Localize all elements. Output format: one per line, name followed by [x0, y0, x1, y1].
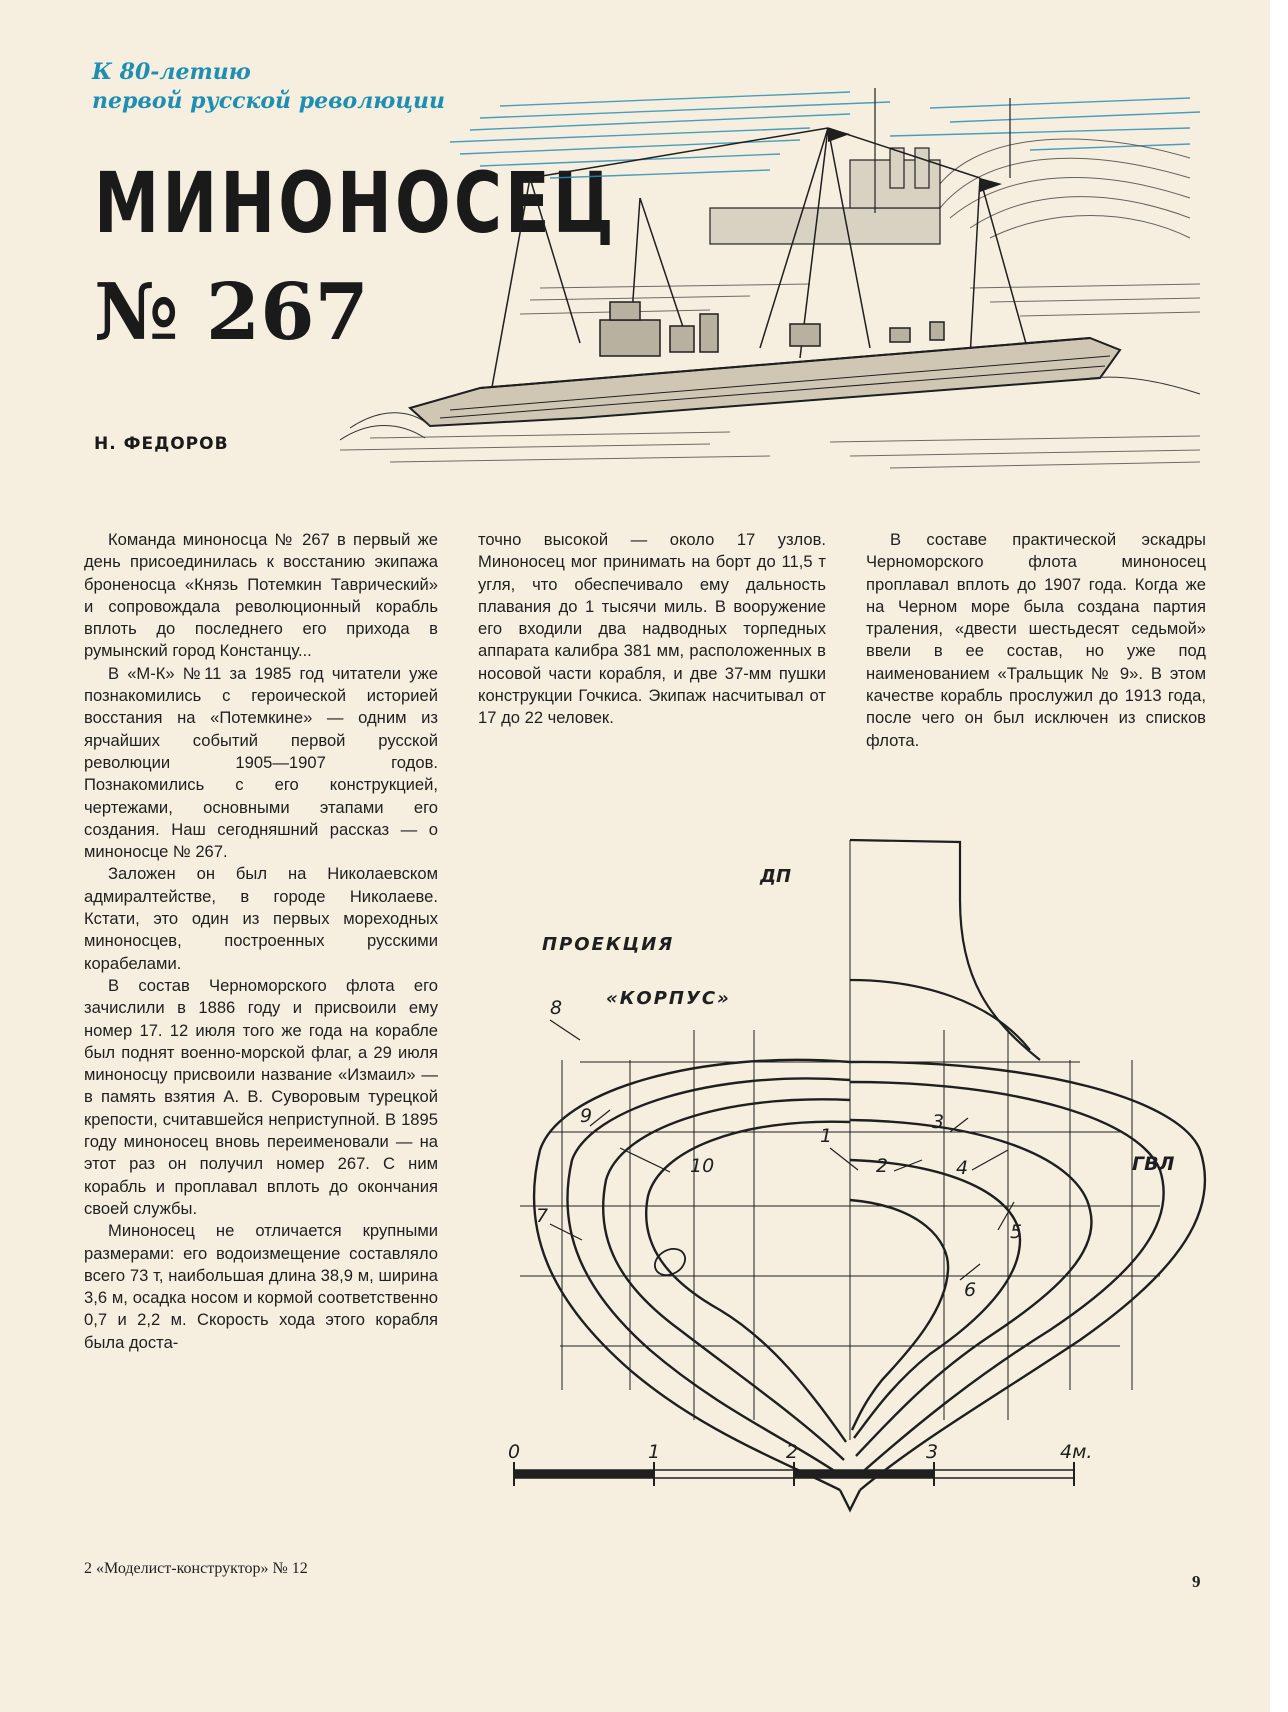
scale-label: 4м.	[1060, 1441, 1093, 1463]
paragraph: Заложен он был на Николаевском адмиралтействе, в городе Николаеве. Кстати, это один из первых мореходных миноносцев, построенных русскими корабелами.	[84, 864, 438, 973]
diagram-title-line-2: «КОРПУС»	[606, 988, 731, 1009]
stem-profile	[850, 840, 1040, 1060]
sky-hatching	[450, 92, 1200, 178]
article-title-number: № 267	[94, 267, 369, 358]
body-plan-drawing	[508, 830, 1240, 1550]
scale-bar	[514, 1462, 1074, 1486]
kicker-line-2: первой русской революции	[92, 88, 445, 114]
scale-labels	[508, 1441, 1092, 1463]
paragraph: В «М-К» №11 за 1985 год читатели уже познакомились с героической историей восстания на «Потемкине» — одним из ярчайших событий первой русской революции 1905—1907 годов. Познакомились с его конструкцией, чертежами, основными этапами его создания. Наш сегодняшний рассказ — о миноносце № 267.	[84, 663, 438, 862]
body-plan-diagram	[508, 830, 1240, 1550]
station-label: 8	[550, 997, 563, 1019]
paragraph: В состав Черноморского флота его зачислили в 1886 году и присвоили ему номер 17. 12 июля того же года на корабле был поднят военно-морской флаг, а 29 июля миноносцу присвоили название «Измаил» — в память взятия А. В. Суворовым турецкой крепости, считавшейся неприступной. В 1895 году миноносец вновь переименовали — на этот раз он получил номер 267. С ним корабль и проплавал вплоть до окончания своей службы.	[84, 975, 438, 1218]
page-footer: 2 «Моделист-конструктор» № 12	[84, 1560, 308, 1577]
ensign-flag	[828, 128, 850, 142]
scale-label: 1	[648, 1441, 661, 1463]
page-number: 9	[1192, 1572, 1201, 1591]
scale-label: 3	[926, 1441, 939, 1463]
author-name: Н. ФЕДОРОВ	[94, 434, 229, 454]
station-label: 6	[964, 1279, 977, 1301]
ship-drawing	[330, 88, 1210, 478]
scupple-detail	[650, 1244, 690, 1281]
hull	[410, 338, 1120, 426]
torpedo-boat-illustration	[330, 88, 1210, 478]
station-curves	[534, 1060, 1205, 1510]
article-title: МИНОНОСЕЦ	[94, 154, 617, 252]
station-label-group	[536, 997, 1022, 1301]
scale-label: 2	[786, 1441, 799, 1463]
kicker-line-1: К 80-летию	[92, 59, 251, 85]
text-column-3	[866, 529, 1206, 752]
text-column-2	[478, 529, 826, 730]
waterline-label: ГВЛ	[1132, 1153, 1175, 1175]
station-label: 2	[876, 1155, 889, 1177]
station-label: 4	[956, 1157, 969, 1179]
station-label: 1	[820, 1125, 833, 1147]
paragraph: точно высокой — около 17 узлов. Миноносец мог принимать на борт до 11,5 т угля, что обеспечивало ему дальность плавания до 1 тысячи миль. В вооружение его входили два надводных торпедных аппарата калибра 381 мм, расположенных в носовой части корабля, и две 37-мм пушки конструкции Гочкиса. Экипаж насчитывал от 17 до 22 человек.	[478, 530, 826, 728]
station-label: 3	[932, 1111, 945, 1133]
scale-label: 0	[508, 1441, 521, 1463]
station-label: 5	[1010, 1221, 1023, 1243]
battleship-silhouette	[710, 88, 1010, 244]
paragraph: Команда миноносца № 267 в первый же день присоединилась к восстанию экипажа броненосца «Князь Потемкин Таврический» и сопровождала революционный корабль вплоть до последнего его прихода в румынский город Констанцу...	[84, 530, 438, 661]
paragraph: Миноносец не отличается крупными размерами: его водоизмещение составляло всего 73 т, наибольшая длина 38,9 м, ширина 3,6 м, осадка носом и кормой соответственно 0,7 и 2,2 м. Скорость хода этого корабля была доста-	[84, 1221, 438, 1352]
paragraph: В составе практической эскадры Черноморского флота миноносец проплавал вплоть до 1907 года. Когда же на Черном море была создана партия траления, «двести шестьдесят седьмой» ввели в ее состав, но уже под наименованием «Тральщик № 9». В этом качестве корабль прослужил до 1913 года, после чего он был исключен из списков флота.	[866, 530, 1206, 750]
station-label: 10	[690, 1155, 715, 1177]
station-label: 7	[536, 1205, 549, 1227]
centreline-label: ДП	[760, 866, 792, 887]
station-label: 9	[580, 1105, 593, 1127]
diagram-title-line-1: ПРОЕКЦИЯ	[542, 934, 675, 955]
smoke	[930, 139, 1190, 238]
text-column-1	[84, 529, 438, 1354]
